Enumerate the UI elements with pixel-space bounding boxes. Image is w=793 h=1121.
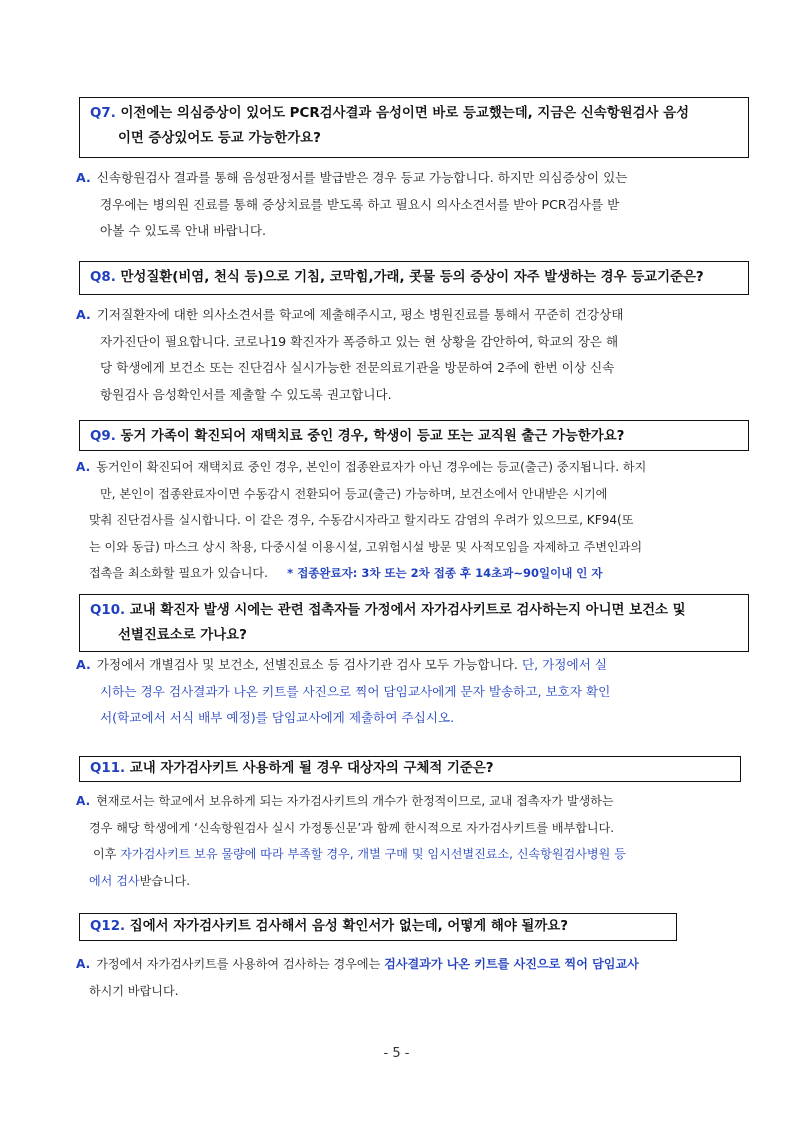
q9-answer-line5: 접촉을 최소화할 필요가 있습니다. <box>89 566 268 580</box>
q9-question-box <box>79 420 749 451</box>
q12-answer-line1-plain: 가정에서 자가검사키트를 사용하여 검사하는 경우에는 <box>96 957 385 971</box>
q7-question-line2: 이면 증상있어도 등교 가능한가요? <box>118 131 321 146</box>
q8-answer-line2: 자가진단이 필요합니다. 코로나19 확진자가 폭증하고 있는 현 상황을 감안하여, 학교의 장은 해 <box>100 333 619 349</box>
q11-number: Q11. <box>90 761 126 776</box>
q9-question-line1: 동거 가족이 확진되어 재택치료 중인 경우, 학생이 등교 또는 교직원 출근 가능한가요? <box>120 429 625 444</box>
q8-number: Q8. <box>90 270 116 285</box>
q7-answer-line3: 아볼 수 있도록 안내 바랍니다. <box>100 223 267 238</box>
q12-answer <box>76 951 639 1004</box>
q11-question-box <box>79 756 741 782</box>
q7-number: Q7. <box>90 106 116 121</box>
q9-answer-label: A. <box>76 460 91 474</box>
q12-number: Q12. <box>90 919 126 934</box>
q12-answer-label: A. <box>76 957 91 971</box>
q10-answer <box>76 652 610 732</box>
q8-answer-line1: 기저질환자에 대한 의사소견서를 학교에 제출해주시고, 평소 병원진료를 통해서 꾸준히 건강상태 <box>96 307 624 322</box>
q10-answer-label: A. <box>76 657 91 672</box>
q9-answer <box>76 454 646 587</box>
q9-answer-line1: 동거인이 확진되어 재택치료 중인 경우, 본인이 접종완료자가 아닌 경우에는 등교(출근) 중지됩니다. 하지 <box>96 460 647 474</box>
q7-answer-line2: 경우에는 병의원 진료를 통해 증상치료를 받도록 하고 필요시 의사소견서를 받아 PCR검사를 받 <box>100 196 620 212</box>
q8-answer <box>76 302 623 408</box>
q10-number: Q10. <box>90 603 126 618</box>
q10-question-line1: 교내 확진자 발생 시에는 관련 접촉자들 가정에서 자가검사키트로 검사하는지 아니면 보건소 및 <box>129 603 686 618</box>
q11-question-line1: 교내 자가검사키트 사용하게 될 경우 대상자의 구체적 기준은? <box>129 761 494 776</box>
q11-answer-line4-highlight: 에서 검사 <box>89 873 140 888</box>
q11-answer-line2: 경우 해당 학생에게 ‘신속항원검사 실시 가정통신문’과 함께 한시적으로 자가검사키트를 배부합니다. <box>89 820 615 835</box>
q7-question-box <box>79 97 749 158</box>
q10-question-box <box>79 594 749 652</box>
q8-question-box <box>79 261 749 295</box>
q8-question-line1: 만성질환(비염, 천식 등)으로 기침, 코막힘,가래, 콧물 등의 증상이 자주 발생하는 경우 등교기준은? <box>120 270 704 285</box>
q9-answer-line2: 만, 본인이 접종완료자이면 수동감시 전환되어 등교(출근) 가능하며, 보건소에서 안내받은 시기에 <box>100 486 608 501</box>
q12-answer-line3: 하시기 바랍니다. <box>89 983 179 998</box>
q8-answer-line3: 당 학생에게 보건소 또는 진단검사 실시가능한 전문의료기관을 방문하여 2주에 한번 이상 신속 <box>100 360 615 375</box>
q10-question-line2: 선별진료소로 가나요? <box>118 628 247 643</box>
q12-question-box <box>79 913 677 941</box>
q7-answer-line1: 신속항원검사 결과를 통해 음성판정서를 발급받은 경우 등교 가능합니다. 하지만 의심증상이 있는 <box>96 170 628 185</box>
q8-answer-line4: 항원검사 음성확인서를 제출할 수 있도록 권고합니다. <box>100 386 392 402</box>
q10-answer-line1-highlight: 단, 가정에서 실 <box>517 657 607 672</box>
page-number: - 5 - <box>383 1046 410 1061</box>
q12-question-line1: 집에서 자가검사키트 검사해서 음성 확인서가 없는데, 어떻게 해야 될까요? <box>129 919 568 934</box>
q9-vaccination-note: * 접종완료자: 3차 또는 2차 접종 후 14초과~90일이내 인 자 <box>287 566 603 580</box>
q10-answer-line1-plain: 가정에서 개별검사 및 보건소, 선별진료소 등 검사기관 검사 모두 가능합니다. <box>96 657 518 672</box>
q7-answer <box>76 165 627 245</box>
q7-answer-label: A. <box>76 170 91 185</box>
q11-answer <box>76 788 626 894</box>
q8-answer-label: A. <box>76 307 91 322</box>
q9-answer-line4: 는 이와 동급) 마스크 상시 착용, 다중시설 이용시설, 고위험시설 방문 및 사적모임을 자제하고 주변인과의 <box>89 539 643 554</box>
q12-answer-line1-highlight: 검사결과가 나온 키트를 사진으로 찍어 담임교사 <box>384 957 639 971</box>
q11-answer-label: A. <box>76 794 91 808</box>
q11-answer-line1: 현재로서는 학교에서 보유하게 되는 자가검사키트의 개수가 한정적이므로, 교내 접촉자가 발생하는 <box>96 794 614 808</box>
q11-answer-line3-highlight: 자가검사키트 보유 물량에 따라 부족할 경우, 개별 구매 및 임시선별진료소, 신속항원검사병원 등 <box>120 847 626 861</box>
q7-question-line1: 이전에는 의심증상이 있어도 PCR검사결과 음성이면 바로 등교했는데, 지금은 신속항원검사 음성 <box>120 106 690 121</box>
q10-answer-line3: 서(학교에서 서식 배부 예정)를 담임교사에게 제출하여 주십시오. <box>100 710 455 725</box>
q10-answer-line2: 시하는 경우 검사결과가 나온 키트를 사진으로 찍어 담임교사에게 문자 발송하고, 보호자 확인 <box>100 683 611 699</box>
q9-answer-line3: 맞춰 진단검사를 실시합니다. 이 같은 경우, 수동감시자라고 할지라도 감염의 우려가 있으므로, KF94(또 <box>89 513 634 527</box>
q9-number: Q9. <box>90 429 116 444</box>
q11-answer-line3-plain: 이후 <box>93 847 121 861</box>
q11-answer-line4-plain: 받습니다. <box>139 873 191 888</box>
